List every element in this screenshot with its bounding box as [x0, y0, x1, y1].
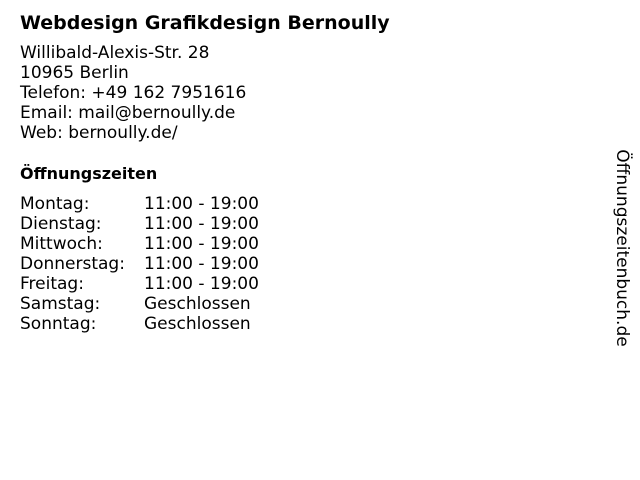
day-label: Sonntag: — [20, 314, 97, 334]
email-address: Email: mail@bernoully.de — [20, 103, 236, 123]
street-address: Willibald-Alexis-Str. 28 — [20, 43, 210, 63]
website: Web: bernoully.de/ — [20, 123, 178, 143]
hours-value: Geschlossen — [144, 294, 251, 314]
hours-row-monday — [20, 194, 259, 214]
day-label: Montag: — [20, 194, 90, 214]
day-label: Mittwoch: — [20, 234, 103, 254]
hours-row-friday — [20, 274, 259, 294]
day-label: Dienstag: — [20, 214, 102, 234]
day-label: Donnerstag: — [20, 254, 125, 274]
contact-block — [20, 43, 246, 143]
hours-row-saturday — [20, 294, 259, 314]
hours-value: 11:00 - 19:00 — [144, 194, 259, 214]
hours-row-tuesday — [20, 214, 259, 234]
hours-row-wednesday — [20, 234, 259, 254]
phone-number: Telefon: +49 162 7951616 — [20, 83, 247, 103]
hours-value: Geschlossen — [144, 314, 251, 334]
day-label: Samstag: — [20, 294, 101, 314]
opening-hours-table — [20, 194, 259, 334]
hours-row-sunday — [20, 314, 259, 334]
hours-row-thursday — [20, 254, 259, 274]
site-brand-vertical: Öffnungszeitenbuch.de — [612, 149, 632, 347]
day-label: Freitag: — [20, 274, 84, 294]
hours-value: 11:00 - 19:00 — [144, 234, 259, 254]
hours-value: 11:00 - 19:00 — [144, 214, 259, 234]
business-name: Webdesign Grafikdesign Bernoully — [20, 12, 390, 34]
opening-hours-title: Öffnungszeiten — [20, 164, 158, 183]
city: 10965 Berlin — [20, 63, 129, 83]
hours-value: 11:00 - 19:00 — [144, 254, 259, 274]
hours-value: 11:00 - 19:00 — [144, 274, 259, 294]
